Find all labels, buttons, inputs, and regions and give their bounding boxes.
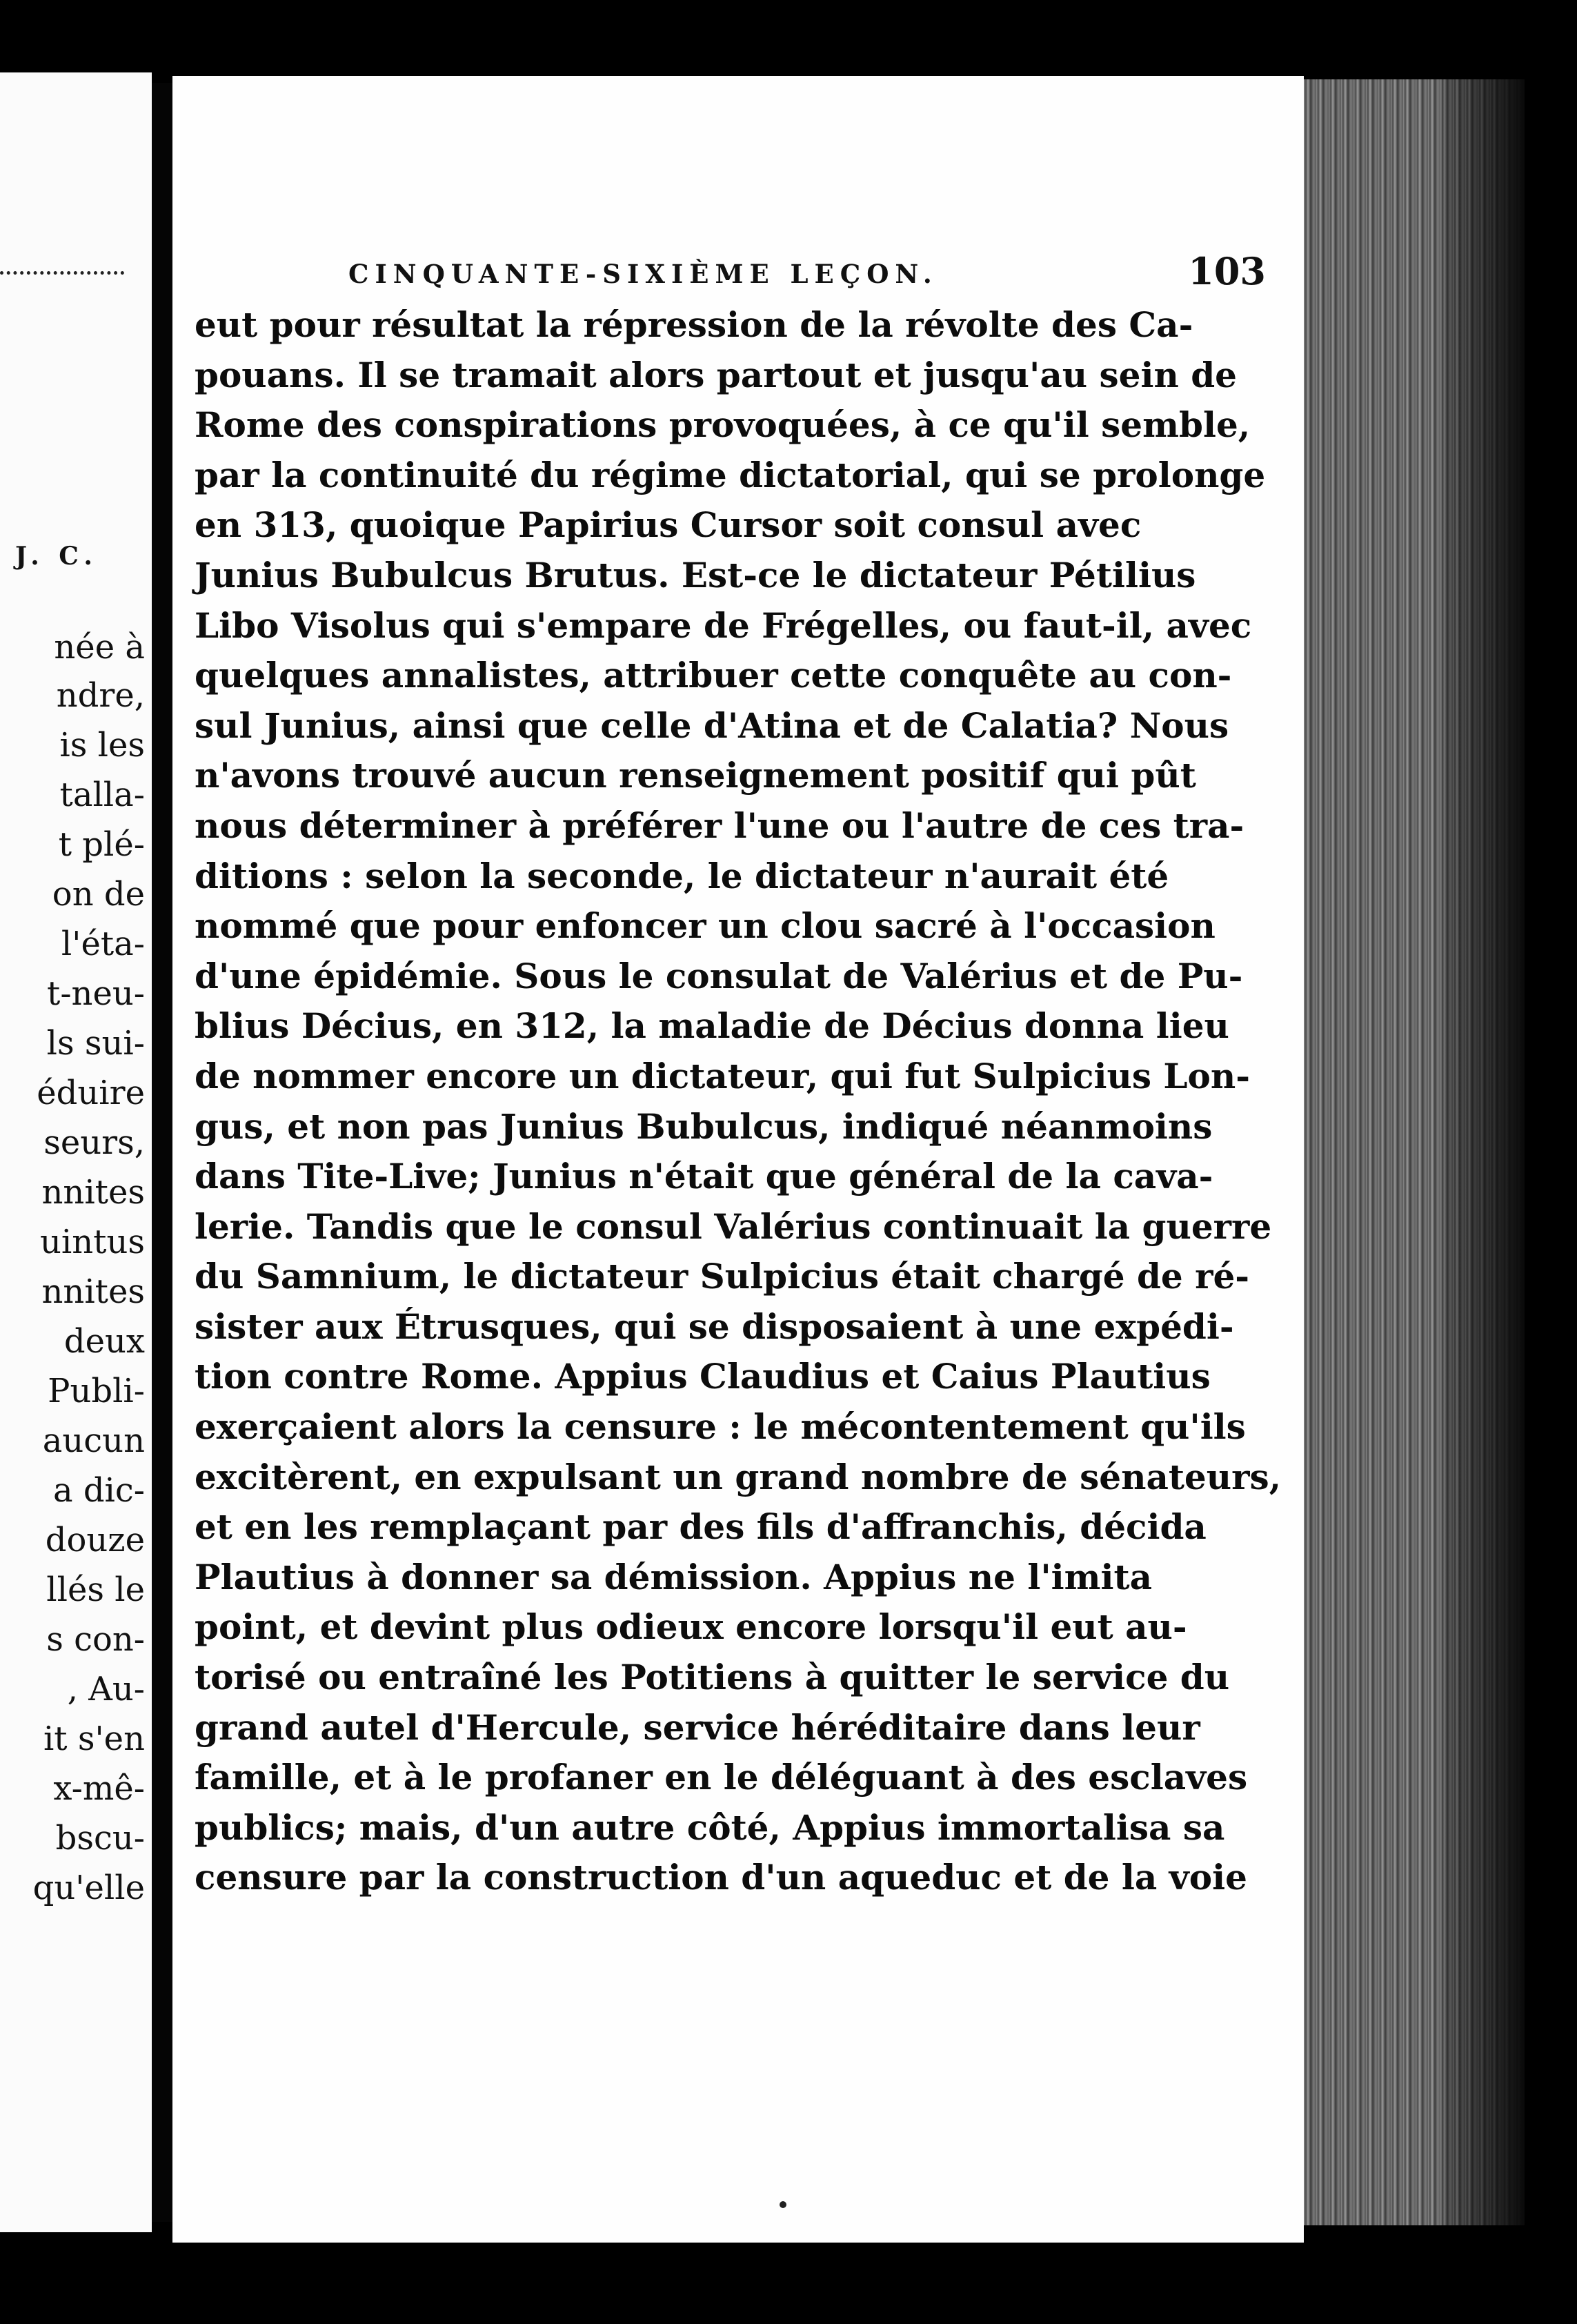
page-fragment: qu'elle — [32, 1869, 145, 1907]
previous-page — [0, 72, 152, 2232]
page-fragment: t plé- — [58, 825, 145, 864]
text-line: famille, et à le profaner en le déléguant à des esclaves — [195, 1757, 1248, 1798]
text-line: pouans. Il se tramait alors partout et jusqu'au sein de — [195, 354, 1237, 395]
text-line: quelques annalistes, attribuer cette conquête au con- — [195, 655, 1232, 696]
text-line: n'avons trouvé aucun renseignement positif qui pût — [195, 755, 1196, 796]
page-header — [348, 245, 1266, 300]
book-page — [172, 76, 1304, 2243]
text-line: excitèrent, en expulsant un grand nombre de sénateurs, — [195, 1456, 1281, 1497]
page-fragment: is les — [59, 726, 145, 765]
text-line: d'une épidémie. Sous le consulat de Valérius et de Pu- — [195, 955, 1243, 996]
page-fragment: llés le — [46, 1570, 145, 1609]
page-fragment: uintus — [39, 1223, 145, 1261]
page-speck — [780, 2201, 786, 2208]
page-fragment: , Au- — [67, 1670, 145, 1708]
text-line: sul Junius, ainsi que celle d'Atina et de Calatia? Nous — [195, 705, 1229, 746]
text-line: Libo Visolus qui s'empare de Frégelles, ou faut-il, avec — [195, 604, 1252, 646]
text-line: gus, et non pas Junius Bubulcus, indiqué néanmoins — [195, 1105, 1213, 1147]
margin-note: J. C. — [15, 542, 98, 571]
text-line: Junius Bubulcus Brutus. Est-ce le dictateur Pétilius — [195, 554, 1196, 595]
text-line: du Samnium, le dictateur Sulpicius était chargé de ré- — [195, 1256, 1250, 1297]
text-line: en 313, quoique Papirius Cursor soit consul avec — [195, 504, 1142, 546]
page-number: 103 — [1188, 249, 1266, 293]
text-line: eut pour résultat la répression de la révolte des Ca- — [195, 304, 1193, 345]
page-fragment: a dic- — [52, 1471, 145, 1510]
page-fragment: on de — [52, 875, 145, 914]
text-line: blius Décius, en 312, la maladie de Décius donna lieu — [195, 1005, 1229, 1047]
page-fragment: née à — [54, 628, 145, 667]
page-fragment: Publi- — [48, 1372, 145, 1410]
page-fragment: l'éta- — [61, 925, 145, 963]
text-line: sister aux Étrusques, qui se disposaient à une expédi- — [195, 1306, 1234, 1347]
text-line: torisé ou entraîné les Potitiens à quitter le service du — [195, 1657, 1230, 1698]
text-line: point, et devint plus odieux encore lorsqu'il eut au- — [195, 1606, 1187, 1648]
page-fragment: aucun — [42, 1421, 145, 1460]
page-fragment: douze — [45, 1521, 145, 1559]
text-line: dans Tite-Live; Junius n'était que général de la cava- — [195, 1156, 1213, 1197]
text-line: nous déterminer à préférer l'une ou l'autre de ces tra- — [195, 805, 1244, 846]
page-fragment: deux — [63, 1322, 145, 1361]
text-line: tion contre Rome. Appius Claudius et Caius Plautius — [195, 1356, 1211, 1397]
page-fragment: nnites — [41, 1272, 145, 1311]
ornamental-rule — [0, 271, 124, 277]
book-gutter — [152, 83, 172, 2222]
text-line: ditions : selon la seconde, le dictateur n'aurait été — [195, 855, 1169, 896]
text-line: de nommer encore un dictateur, qui fut Sulpicius Lon- — [195, 1055, 1251, 1096]
text-line: par la continuité du régime dictatorial, qui se prolonge — [195, 454, 1266, 495]
text-line: grand autel d'Hercule, service héréditaire dans leur — [195, 1706, 1200, 1748]
page-fragment: ls sui- — [46, 1024, 145, 1063]
page-fragment: seurs, — [43, 1123, 145, 1162]
text-line: et en les remplaçant par des fils d'affranchis, décida — [195, 1506, 1207, 1548]
text-line: nommé que pour enfoncer un clou sacré à l'occasion — [195, 905, 1216, 947]
body-text — [195, 300, 1281, 1903]
page-fragment: talla- — [59, 776, 145, 814]
text-line: Rome des conspirations provoquées, à ce qu'il semble, — [195, 404, 1251, 446]
book-edge — [1304, 79, 1525, 2225]
page-fragment: it s'en — [43, 1720, 145, 1758]
page-fragment: nnites — [41, 1173, 145, 1212]
text-line: exerçaient alors la censure : le mécontentement qu'ils — [195, 1406, 1246, 1448]
page-fragment: s con- — [46, 1620, 145, 1659]
running-title: CINQUANTE-SIXIÈME LEÇON. — [348, 259, 938, 289]
text-line: Plautius à donner sa démission. Appius ne l'imita — [195, 1556, 1153, 1597]
page-fragment: t-neu- — [47, 974, 145, 1013]
page-fragment: éduire — [37, 1074, 145, 1112]
page-fragment: x-mê- — [53, 1769, 145, 1808]
text-line: censure par la construction d'un aqueduc et de la voie — [195, 1857, 1247, 1898]
page-fragment: bscu- — [55, 1819, 145, 1858]
text-line: publics; mais, d'un autre côté, Appius immortalisa sa — [195, 1806, 1225, 1848]
page-fragment: ndre, — [56, 676, 145, 715]
text-line: lerie. Tandis que le consul Valérius continuait la guerre — [195, 1205, 1272, 1247]
